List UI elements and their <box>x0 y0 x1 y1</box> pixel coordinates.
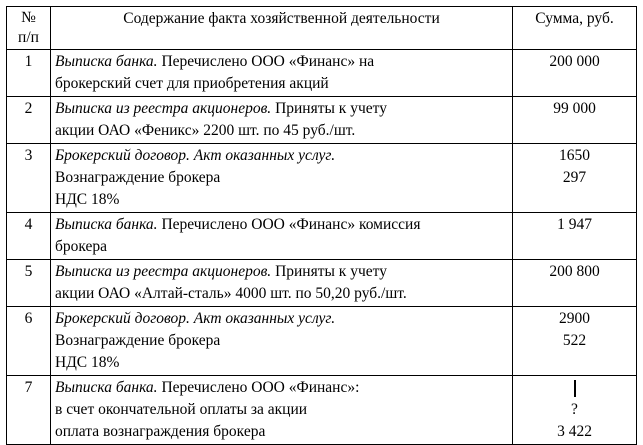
header-sum <box>513 7 637 50</box>
row-document: Выписка банка. <box>55 216 158 233</box>
row-sum-value: 200 000 <box>549 53 600 70</box>
business-transactions-table <box>6 6 637 445</box>
table-row <box>7 97 637 144</box>
row-text-line: НДС 18% <box>55 191 120 208</box>
row-sum <box>513 376 637 445</box>
row-document: Брокерский договор. Акт оказанных услуг. <box>55 310 336 327</box>
row-text-line: Приняты к учету <box>271 263 387 280</box>
row-document: Выписка из реестра акционеров. <box>55 100 272 117</box>
row-text-line: акции ОАО «Алтай-сталь» 4000 шт. по 50,20 руб./шт. <box>55 285 407 302</box>
table-row <box>7 376 637 445</box>
row-text-line: оплата вознаграждения брокера <box>55 423 266 440</box>
row-sum-value: 200 800 <box>549 263 600 280</box>
row-text-line: брокерский счет для приобретения акций <box>55 75 329 92</box>
row-num: 2 <box>7 97 51 144</box>
text-cursor <box>517 377 632 399</box>
row-content <box>51 144 513 213</box>
row-document: Выписка из реестра акционеров. <box>55 263 272 280</box>
row-num: 6 <box>7 307 51 376</box>
row-sum <box>513 144 637 213</box>
table-row <box>7 50 637 97</box>
row-num: 3 <box>7 144 51 213</box>
row-text-line: Вознаграждение брокера <box>55 332 221 349</box>
row-content <box>51 376 513 445</box>
row-sum <box>513 50 637 97</box>
table-header-row <box>7 7 637 50</box>
row-content <box>51 50 513 97</box>
row-sum-value: 522 <box>562 332 587 349</box>
row-sum-value: 297 <box>562 169 587 186</box>
row-text-line: брокера <box>55 238 108 255</box>
row-sum <box>513 213 637 260</box>
row-document: Выписка банка. <box>55 53 158 70</box>
header-content-label: Содержание факта хозяйственной деятельности <box>123 10 440 27</box>
table-row <box>7 260 637 307</box>
row-document: Брокерский договор. Акт оказанных услуг. <box>55 147 336 164</box>
row-document: Выписка банка. <box>55 379 158 396</box>
row-content <box>51 260 513 307</box>
row-text-line: Приняты к учету <box>271 100 387 117</box>
row-text-line: Вознаграждение брокера <box>55 169 221 186</box>
row-content <box>51 97 513 144</box>
header-num <box>7 7 51 50</box>
row-sum <box>513 97 637 144</box>
row-num: 4 <box>7 213 51 260</box>
row-num: 1 <box>7 50 51 97</box>
table-row <box>7 307 637 376</box>
row-text-line: Перечислено ООО «Финанс» на <box>157 53 375 70</box>
row-text-line: Перечислено ООО «Финанс» комиссия <box>157 216 421 233</box>
row-text-line: акции ОАО «Феникс» 2200 шт. по 45 руб./шт. <box>55 122 356 139</box>
row-sum <box>513 307 637 376</box>
row-sum-value: 2900 <box>559 310 590 327</box>
row-sum-value: 99 000 <box>553 100 596 117</box>
row-text-line: в счет окончательной оплаты за акции <box>55 401 308 418</box>
row-num: 7 <box>7 376 51 445</box>
row-sum-value: 3 422 <box>557 423 592 440</box>
row-num: 5 <box>7 260 51 307</box>
row-sum-value: 1 947 <box>557 216 592 233</box>
row-text-line: НДС 18% <box>55 354 120 371</box>
header-num-label: № п/п <box>18 9 39 46</box>
table-row <box>7 213 637 260</box>
header-sum-label: Сумма, руб. <box>535 10 614 27</box>
table-row <box>7 144 637 213</box>
row-text-line: Перечислено ООО «Финанс»: <box>157 379 360 396</box>
row-sum-value: ? <box>571 401 578 418</box>
row-content <box>51 307 513 376</box>
header-content <box>51 7 513 50</box>
row-content <box>51 213 513 260</box>
row-sum-value: 1650 <box>559 147 590 164</box>
row-sum <box>513 260 637 307</box>
